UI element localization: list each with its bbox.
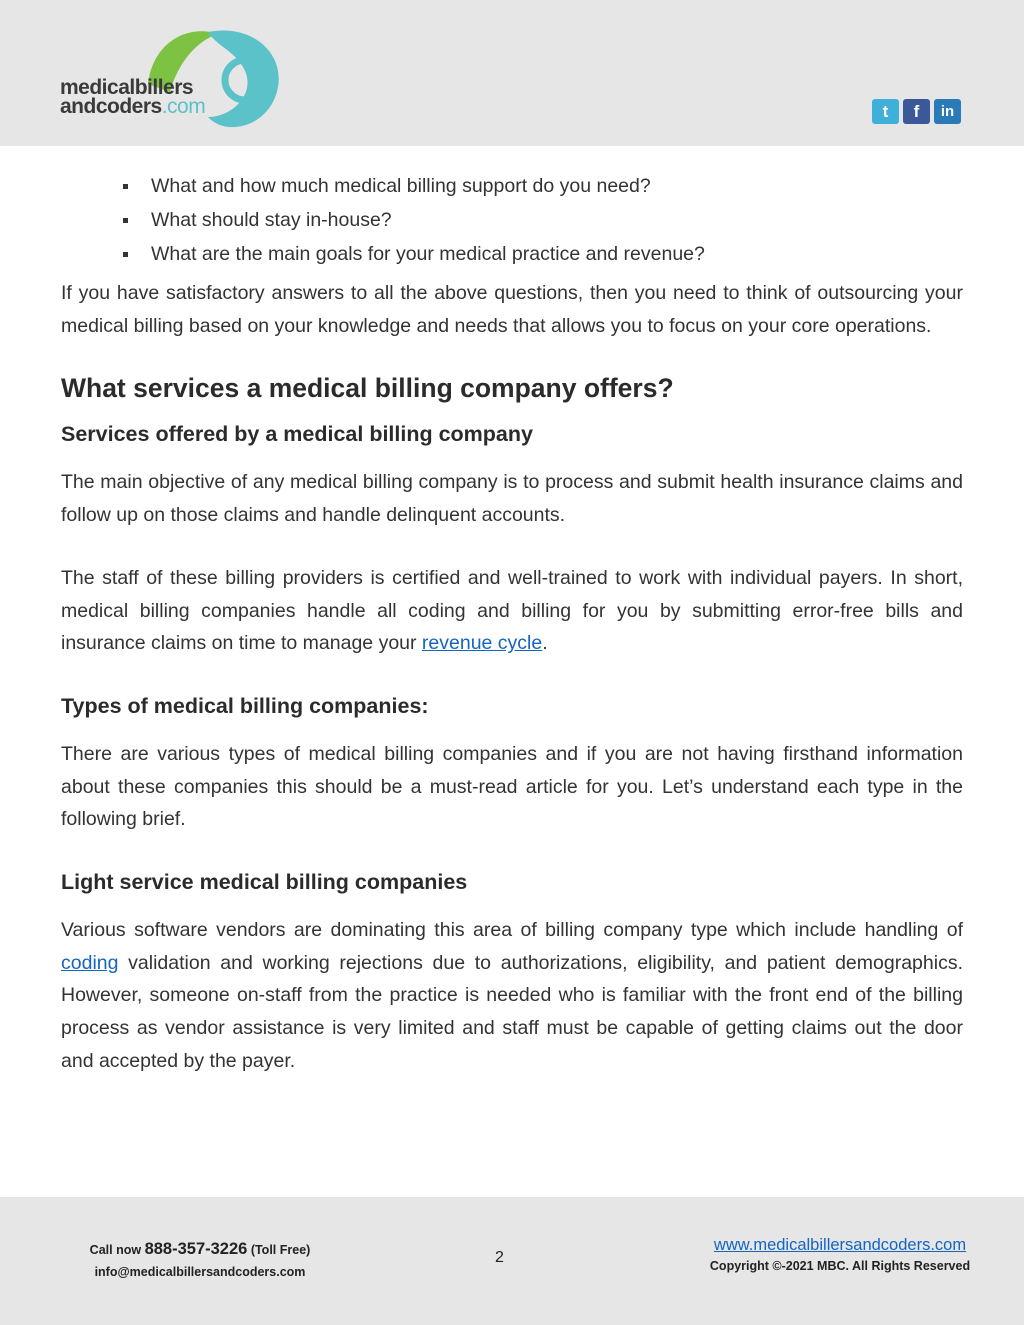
paragraph-light-text: Various software vendors are dominating this area of billing company type which include handling of [61,919,963,942]
paragraph-intro: If you have satisfactory answers to all the above questions, then you need to think of outsourcing your medical billing based on your knowledge and needs that allows you to focus on your core operations. [61,282,963,337]
footer-email[interactable]: info@medicalbillersandcoders.com [94,1265,306,1279]
list-item: What should stay in-house? [61,203,963,237]
footer-contact [0,1238,400,1283]
section-heading: What services a medical billing company offers? [61,373,674,404]
paragraph-light-end: validation and working rejections due to authorizations, eligibility, and patient demographics. However, someone on-staff from the practice is needed who is familiar with the front end of the billing process as vendor assistance is very limited and staff must be capable of getting claims out the door and accepted by the payer. [61,951,963,1072]
paragraph-staff-text: The staff of these billing providers is certified and well-trained to work with individual payers. In short, medical billing companies handle all coding and billing for you by submitting error-free bills and insurance claims on time to manage your [61,566,963,655]
subheading-services: Services offered by a medical billing company [61,422,533,447]
page-number: 2 [495,1249,504,1266]
paragraph-types: There are various types of medical billing companies and if you are not having firsthand information about these companies this should be a must-read article for you. Let’s understand each type in the following brief. [61,742,963,831]
call-prefix: Call now [89,1243,142,1257]
facebook-icon[interactable]: f [903,99,930,124]
social-links [872,99,961,124]
revenue-cycle-link[interactable]: revenue cycle [421,632,543,655]
subheading-types: Types of medical billing companies: [61,693,429,718]
logo-suffix: .com [161,95,206,118]
linkedin-icon[interactable]: in [934,99,961,124]
paragraph-objective: The main objective of any medical billing company is to process and submit health insurance claims and follow up on those claims and handle delinquent accounts. [61,471,963,527]
footer-site [690,1235,990,1276]
toll-free-label: (Toll Free) [250,1243,311,1257]
website-link[interactable]: www.medicalbillersandcoders.com [713,1236,967,1254]
subheading-light-service: Light service medical billing companies [61,870,468,895]
logo-wordmark[interactable] [60,78,205,116]
list-item: What and how much medical billing support do you need? [61,169,963,203]
twitter-icon[interactable]: t [872,99,899,124]
list-item: What are the main goals for your medical practice and revenue? [61,237,963,271]
page-footer [0,1197,1024,1325]
phone-number[interactable]: 888-357-3226 [144,1240,248,1258]
paragraph-staff [61,562,963,660]
question-list [61,169,963,271]
coding-link[interactable]: coding [61,951,119,974]
paragraph-light-service [61,914,963,1078]
paragraph-staff-end: . [542,632,548,655]
logo-line2: andcoders [60,95,162,118]
copyright-text: Copyright ©-2021 MBC. All Rights Reserved [709,1259,971,1273]
document-body [61,169,963,1078]
page-header [0,0,1024,146]
logo-line1: medicalbillers [60,76,194,99]
